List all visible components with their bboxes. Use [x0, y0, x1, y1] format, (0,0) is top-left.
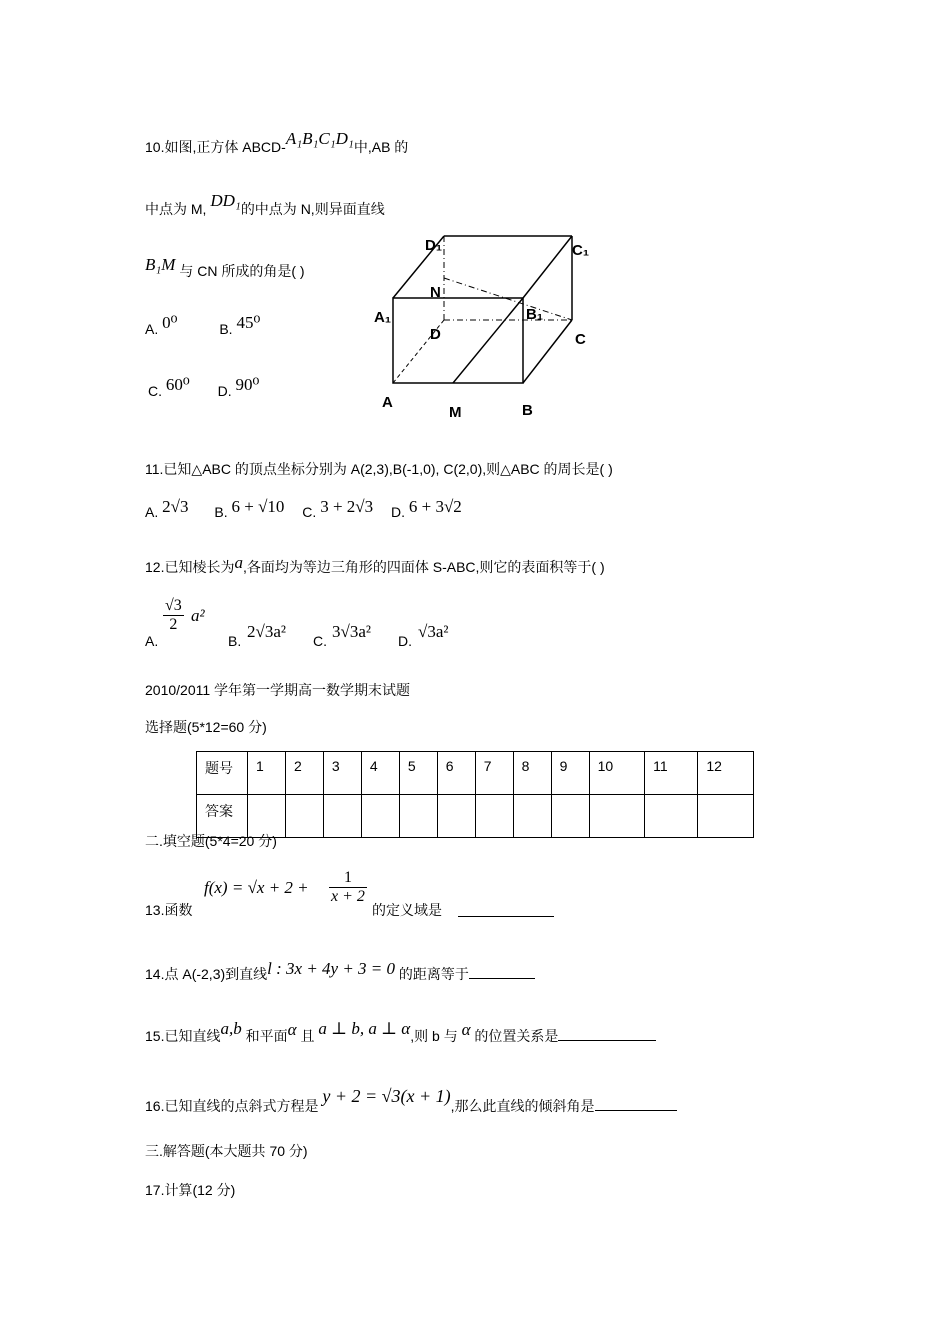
q14-prefix: 14.点 A(-2,3)到直线 [145, 966, 268, 982]
q15-math-2: α [287, 1020, 297, 1039]
q11-opt-b: 6 + √10 [231, 497, 285, 516]
q14-answer-blank[interactable] [469, 964, 535, 979]
q11-opt-c: 3 + 2√3 [320, 497, 374, 516]
q12-stem-a: 12.已知棱长为 [145, 559, 235, 575]
q16 [145, 1086, 677, 1115]
answer-number-cell: 12 [698, 752, 754, 795]
answer-number-cell: 10 [589, 752, 645, 795]
q16-prefix: 16.已知直线的点斜式方程是 [145, 1098, 319, 1114]
q15-math-4: α [461, 1020, 471, 1039]
q15-mid-2: 且 [300, 1028, 315, 1044]
answer-number-cell: 5 [399, 752, 437, 795]
answer-cell[interactable] [551, 795, 589, 838]
q10-line3-text: 与 CN 所成的角是( ) [179, 263, 305, 279]
q11-opt-a-label: A. [145, 504, 159, 520]
answer-number-cell: 11 [645, 752, 698, 795]
section-fill-heading: 二.填空题(5*4=20 分) [145, 833, 277, 849]
q16-math: y + 2 = √3(x + 1) [322, 1086, 451, 1106]
q12-opt-a-label: A. [145, 633, 159, 649]
segment-m-b1 [453, 298, 523, 383]
q14 [145, 959, 535, 983]
q15-suffix: 的位置关系是 [474, 1028, 559, 1044]
q10-line3-math: B₁M [145, 255, 176, 274]
q10-line2-text-a: 中点为 M, [145, 201, 207, 217]
label-c: C [575, 331, 586, 348]
q12-opt-b: 2√3a² [247, 622, 286, 641]
q12-stem-b: ,各面均为等边三角形的四面体 S-ABC,则它的表面积等于( ) [242, 559, 605, 575]
q13-fraction [329, 869, 367, 906]
q12-opt-a-tail: a² [191, 606, 205, 625]
answer-number-cell: 8 [513, 752, 551, 795]
q10-opt-d-label: D. [217, 383, 232, 399]
section-choice-heading: 选择题(5*12=60 分) [145, 719, 267, 735]
q12-opt-d: √3a² [418, 622, 449, 641]
q12-opt-c-label: C. [313, 633, 327, 649]
q12-opt-a-fraction [163, 597, 184, 634]
q15-answer-blank[interactable] [558, 1026, 656, 1041]
answer-cell[interactable] [698, 795, 754, 838]
answer-cell[interactable] [437, 795, 475, 838]
q10-options-ab [145, 313, 261, 338]
answer-table-answer-row [197, 795, 754, 838]
q15-math-3: a ⊥ b, a ⊥ α [318, 1019, 411, 1038]
q11-options [145, 497, 462, 521]
q10-line1-text-a: 10.如图,正方体 ABCD- [145, 139, 286, 155]
answer-number-cell: 3 [323, 752, 361, 795]
q10-opt-a-label: A. [145, 321, 159, 337]
segment-n-c [444, 278, 572, 320]
q12-stem [145, 553, 605, 576]
q10-opt-a: 0⁰ [162, 313, 178, 332]
answer-cell[interactable] [285, 795, 323, 838]
q10-line1 [145, 129, 409, 156]
q16-answer-blank[interactable] [595, 1096, 677, 1111]
q14-math: l : 3x + 4y + 3 = 0 [267, 959, 396, 978]
edge-b-c [523, 320, 572, 383]
answer-cell[interactable] [399, 795, 437, 838]
answer-table-header-answer: 答案 [197, 795, 248, 838]
label-n: N [430, 284, 441, 301]
q11-opt-b-label: B. [214, 504, 228, 520]
answer-number-cell: 7 [475, 752, 513, 795]
section-solve-heading: 三.解答题(本大题共 70 分) [145, 1143, 308, 1159]
q12-opt-c: 3√3a² [332, 622, 371, 641]
q10-line2-text-b: 的中点为 N,则异面直线 [240, 201, 385, 217]
label-b1: B₁ [526, 306, 544, 323]
q11-opt-a: 2√3 [162, 497, 189, 516]
q13-math-lhs: f(x) = √x + 2 + [204, 878, 309, 897]
q13-frac-den: x + 2 [331, 888, 365, 905]
q16-suffix: ,那么此直线的倾斜角是 [450, 1098, 595, 1114]
q13-answer-blank[interactable] [458, 902, 554, 917]
answer-number-cell: 6 [437, 752, 475, 795]
answer-cell[interactable] [323, 795, 361, 838]
answer-table [196, 751, 754, 838]
q10-options-cd [148, 375, 260, 400]
q10-opt-d: 90⁰ [235, 375, 260, 394]
answer-number-cell: 1 [248, 752, 286, 795]
q10-line2-math: DD₁ [210, 191, 241, 210]
answer-cell[interactable] [361, 795, 399, 838]
q11-opt-d: 6 + 3√2 [408, 497, 462, 516]
label-m: M [449, 404, 462, 421]
q10-opt-c: 60⁰ [165, 375, 190, 394]
edge-b1-c1 [523, 236, 572, 298]
q11-opt-c-label: C. [302, 504, 317, 520]
answer-table-header-number: 题号 [197, 752, 248, 795]
exam-title: 2010/2011 学年第一学期高一数学期末试题 [145, 682, 411, 698]
answer-cell[interactable] [645, 795, 698, 838]
q12-stem-var: a [234, 553, 243, 572]
cube-figure [360, 225, 610, 425]
q10-opt-b: 45⁰ [236, 313, 261, 332]
q11-opt-d-label: D. [391, 504, 405, 520]
label-a: A [382, 394, 393, 411]
cube-front-face [393, 298, 523, 383]
q10-opt-c-label: C. [148, 383, 162, 399]
label-b: B [522, 402, 533, 419]
q15-prefix: 15.已知直线 [145, 1028, 221, 1044]
q10-line1-math: A₁B₁C₁D₁ [285, 129, 354, 148]
q12-opt-b-label: B. [228, 633, 242, 649]
answer-table-number-row [197, 752, 754, 795]
answer-cell[interactable] [589, 795, 645, 838]
q15 [145, 1019, 656, 1045]
label-d: D [430, 326, 441, 343]
q10-line2 [145, 191, 385, 218]
q10-line1-text-b: 中,AB 的 [353, 139, 409, 155]
q12-opt-a-num: √3 [165, 597, 182, 614]
q13-prefix: 13.函数 [145, 902, 193, 918]
q15-mid-1: 和平面 [245, 1028, 288, 1044]
answer-number-cell: 4 [361, 752, 399, 795]
q14-suffix: 的距离等于 [398, 966, 469, 982]
q12-opt-d-label: D. [398, 633, 412, 649]
answer-cell[interactable] [513, 795, 551, 838]
q10-line3 [145, 255, 305, 280]
q15-mid-3: ,则 b 与 [410, 1028, 458, 1044]
answer-number-cell: 9 [551, 752, 589, 795]
answer-cell[interactable] [475, 795, 513, 838]
label-a1: A₁ [374, 309, 392, 326]
q15-math-1: a,b [220, 1019, 242, 1038]
q13-frac-num: 1 [329, 869, 367, 888]
label-d1: D₁ [425, 237, 443, 254]
label-c1: C₁ [572, 242, 590, 259]
q17-heading: 17.计算(12 分) [145, 1182, 236, 1198]
q13-suffix: 的定义域是 [372, 902, 442, 918]
answer-number-cell: 2 [285, 752, 323, 795]
q12-opt-a-den: 2 [169, 616, 178, 633]
q10-opt-b-label: B. [219, 321, 233, 337]
q11-stem: 11.已知△ABC 的顶点坐标分别为 A(2,3),B(-1,0), C(2,0),则△ABC 的周长是( ) [145, 461, 613, 477]
